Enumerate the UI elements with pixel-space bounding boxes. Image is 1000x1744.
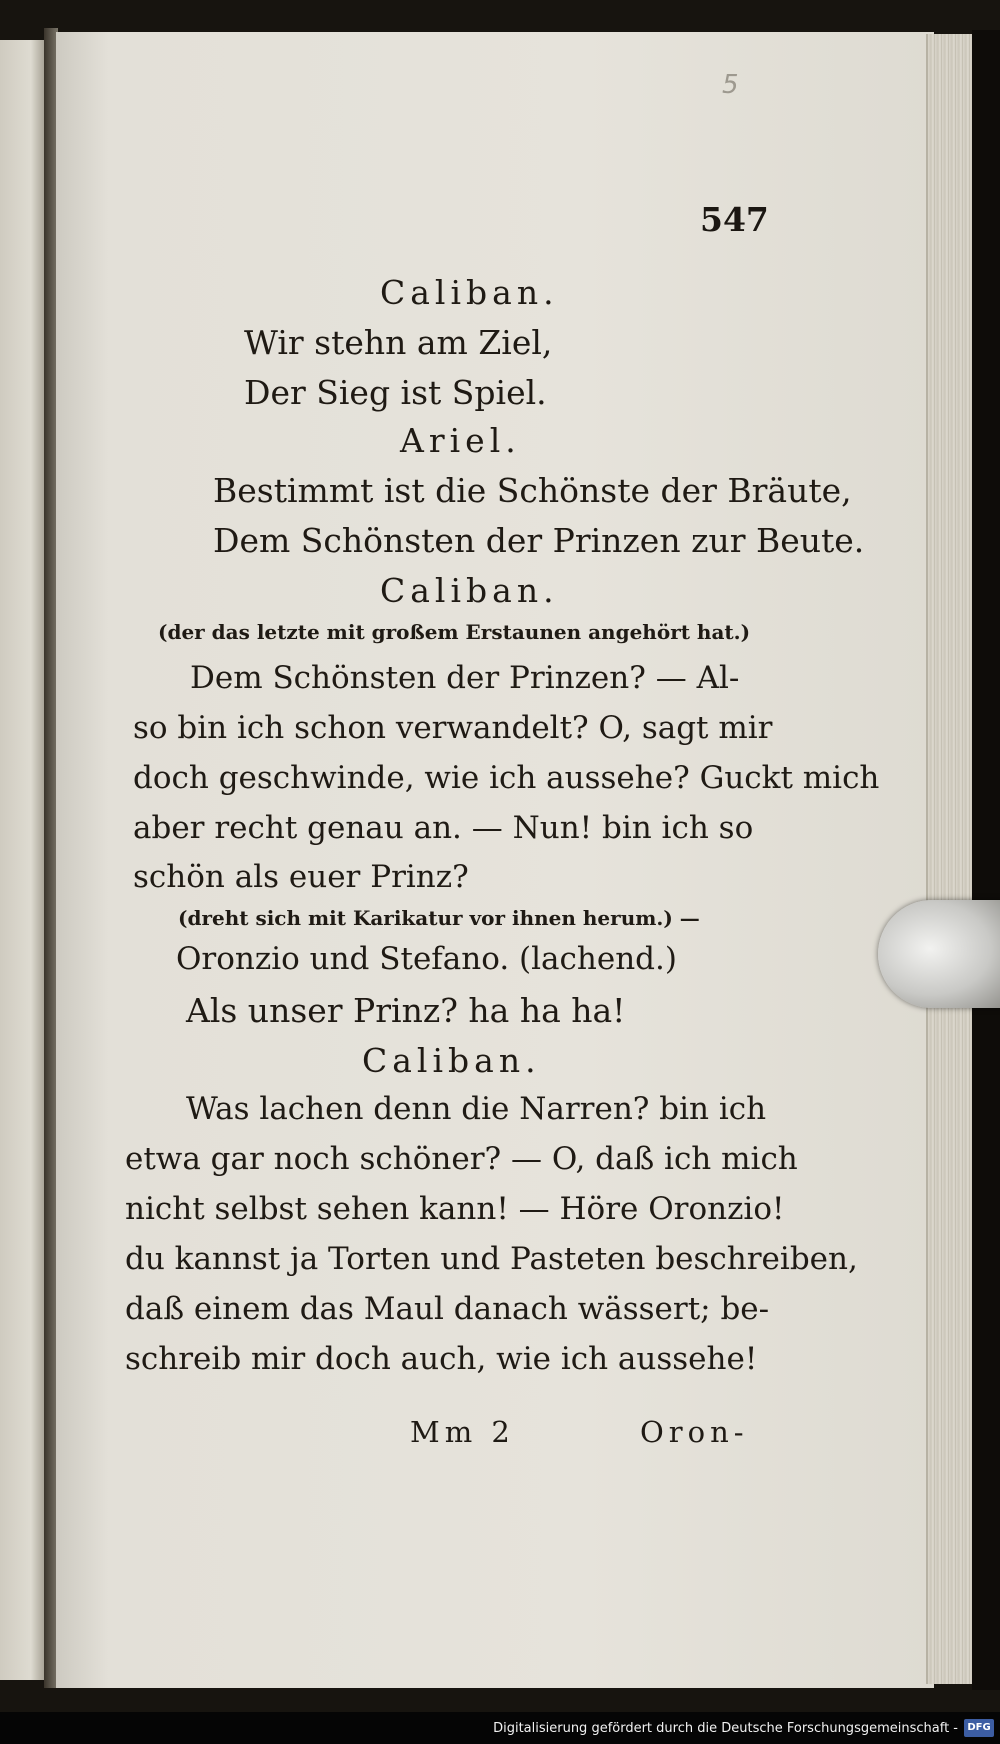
speaker-caliban: Caliban. [380, 571, 559, 610]
verse-line: Als unser Prinz? ha ha ha! [186, 991, 626, 1030]
prose-line: Was lachen denn die Narren? bin ich [186, 1091, 767, 1127]
prose-line: nicht selbst sehen kann! — Höre Oronzio! [125, 1191, 785, 1227]
speaker-caliban: Caliban. [380, 273, 559, 312]
verse-line: Bestimmt ist die Schönste der Bräute, [213, 471, 852, 510]
verse-line: Wir stehn am Ziel, [244, 323, 553, 362]
verse-line: Der Sieg ist Spiel. [244, 373, 547, 412]
prose-line: etwa gar noch schöner? — O, daß ich mich [125, 1141, 798, 1177]
prose-line: doch geschwinde, wie ich aussehe? Guckt mich [133, 760, 880, 796]
footer-credit: Digitalisierung gefördert durch die Deutsche Forschungsgemeinschaft - [493, 1721, 958, 1736]
page-tab-clip [878, 900, 1000, 1008]
verse-line: Dem Schönsten der Prinzen zur Beute. [213, 521, 865, 560]
stage-direction: (der das letzte mit großem Erstaunen angehört hat.) [158, 620, 751, 644]
footer-bar [0, 1712, 1000, 1744]
prose-line: daß einem das Maul danach wässert; be- [125, 1291, 770, 1327]
prose-line: schreib mir doch auch, wie ich aussehe! [125, 1341, 758, 1377]
prose-line: du kannst ja Torten und Pasteten beschreiben, [125, 1241, 858, 1277]
speaker-ariel: Ariel. [400, 421, 521, 460]
speaker-oronzio-stefano: Oronzio und Stefano. (lachend.) [176, 941, 677, 977]
speaker-caliban: Caliban. [362, 1041, 541, 1080]
prose-line: schön als euer Prinz? [133, 859, 469, 895]
left-page-edge [0, 40, 44, 1680]
signature-mark: Mm 2 [410, 1415, 515, 1449]
prose-line: Dem Schönsten der Prinzen? — Al- [190, 660, 740, 696]
pencil-mark: 5 [722, 70, 739, 100]
prose-line: aber recht genau an. — Nun! bin ich so [133, 810, 754, 846]
page-number: 547 [700, 200, 769, 239]
page-stack-edges [926, 34, 974, 1684]
stage-direction: (dreht sich mit Karikatur vor ihnen herum.) — [178, 906, 700, 930]
prose-line: so bin ich schon verwandelt? O, sagt mir [133, 710, 773, 746]
background-edge [972, 30, 1000, 1690]
dfg-logo: DFG [964, 1719, 994, 1737]
catchword: Oron- [640, 1415, 749, 1449]
